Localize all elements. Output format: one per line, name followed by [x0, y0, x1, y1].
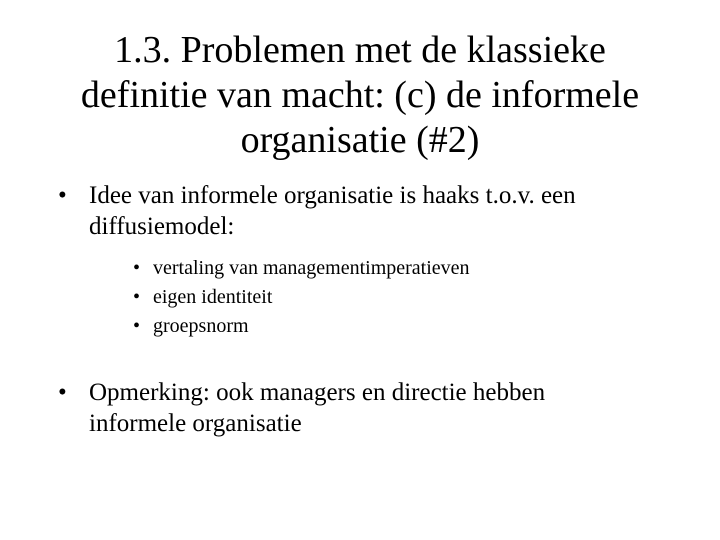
sub-bullet-text: vertaling van managementimperatieven [153, 257, 470, 279]
bullet-line: informele organisatie [89, 410, 302, 437]
bullet-icon: • [58, 379, 67, 406]
sub-bullet-item [133, 283, 698, 312]
bullet-line: Idee van informele organisatie is haaks t.o.v. een [89, 182, 576, 209]
bullet-item [58, 180, 698, 341]
bullet-icon: • [133, 286, 141, 308]
title-line: definitie van macht: (c) de informele [80, 74, 640, 116]
title-line: 1.3. Problemen met de klassieke [114, 29, 606, 71]
slide-title [30, 28, 690, 163]
sub-bullet-list [89, 254, 698, 341]
sub-bullet-item [133, 254, 698, 283]
bullet-icon: • [58, 182, 67, 209]
bullet-text [89, 180, 698, 242]
title-line: organisatie (#2) [240, 119, 480, 161]
bullet-text [89, 377, 698, 439]
bullet-line: diffusiemodel: [89, 213, 235, 240]
bullet-line: Opmerking: ook managers en directie hebben [89, 379, 546, 406]
bullet-list [58, 180, 698, 439]
bullet-icon: • [133, 315, 141, 337]
sub-bullet-item [133, 312, 698, 341]
sub-bullet-text: groepsnorm [153, 315, 249, 337]
bullet-icon: • [133, 257, 141, 279]
bullet-item [58, 377, 698, 439]
sub-bullet-text: eigen identiteit [153, 286, 273, 308]
